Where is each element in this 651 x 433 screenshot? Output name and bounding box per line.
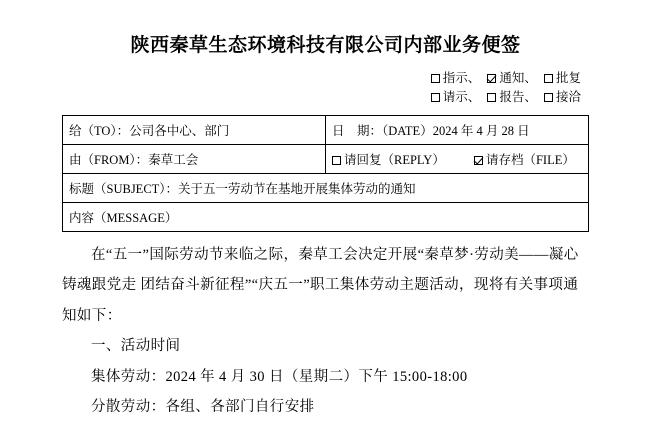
- memo-form-table: [62, 115, 589, 232]
- category-row-2: [62, 88, 581, 107]
- table-row-to-date: [63, 115, 589, 144]
- checkbox-file[interactable]: [474, 150, 575, 168]
- checkbox-box-icon: [332, 156, 341, 165]
- message-body: [62, 240, 589, 423]
- page-title: 陕西秦草生态环境科技有限公司内部业务便签: [130, 35, 521, 56]
- checkbox-box-checked-icon: [474, 156, 483, 165]
- to-cell: [63, 115, 326, 144]
- checkbox-zhishi[interactable]: [431, 69, 481, 88]
- date-label: 日 期：（DATE）: [332, 123, 433, 138]
- table-row-from-reply: [63, 144, 589, 173]
- date-value: 2024 年 4 月 28 日: [432, 123, 530, 138]
- checkbox-qingshi[interactable]: [431, 88, 481, 107]
- checkbox-tongzhi[interactable]: [487, 69, 537, 88]
- document-page: [0, 30, 651, 433]
- body-paragraph-1: 在“五一”国际劳动节来临之际，秦草工会决定开展“秦草梦·劳动美——凝心铸魂跟党走 团结奋斗新征程”“庆五一”职工集体劳动主题活动，现将有关事项通知如下：: [62, 246, 579, 324]
- table-row-message-label: [63, 202, 589, 231]
- file-label: 请存档（FILE）: [485, 152, 575, 167]
- message-label-cell: 内容（MESSAGE）: [63, 202, 589, 231]
- checkbox-label: 接洽: [555, 90, 581, 105]
- checkbox-label: 报告、: [499, 90, 537, 105]
- table-row-subject: [63, 173, 589, 202]
- checkbox-reply[interactable]: [332, 150, 445, 168]
- subject-label: 标题（SUBJECT）：: [69, 181, 179, 196]
- subject-cell: [63, 173, 589, 202]
- checkbox-box-icon: [431, 74, 440, 83]
- checkbox-label: 通知、: [499, 71, 537, 85]
- from-value: 秦草工会: [148, 152, 199, 167]
- date-cell: [326, 115, 589, 144]
- to-value: 公司各中心、部门: [129, 123, 230, 138]
- checkbox-label: 指示、: [442, 71, 481, 85]
- reply-file-cell: [326, 144, 589, 173]
- category-row-1: [62, 69, 581, 88]
- body-paragraph-2: 一、活动时间: [91, 338, 181, 355]
- checkbox-box-icon: [544, 93, 553, 102]
- checkbox-box-icon: [431, 93, 440, 102]
- from-label: 由（FROM）：: [69, 152, 149, 167]
- subject-value: 关于五一劳动节在基地开展集体劳动的通知: [178, 181, 416, 196]
- checkbox-label: 请示、: [442, 90, 481, 105]
- checkbox-pifu[interactable]: [544, 69, 581, 88]
- body-paragraph-4: 分散劳动：各组、各部门自行安排: [91, 398, 315, 415]
- checkbox-baogao[interactable]: [487, 88, 537, 107]
- checkbox-box-icon: [544, 74, 553, 83]
- checkbox-jiaqia[interactable]: [544, 88, 581, 107]
- checkbox-box-icon: [487, 93, 496, 102]
- to-label: 给（TO）：: [69, 123, 130, 138]
- checkbox-label: 批复: [555, 71, 581, 85]
- from-cell: [63, 144, 326, 173]
- checkbox-box-checked-icon: [487, 74, 496, 83]
- body-paragraph-3: 集体劳动：2024 年 4 月 30 日（星期二）下午 15:00-18:00: [91, 368, 468, 385]
- category-checkbox-group: [62, 69, 589, 108]
- reply-label: 请回复（REPLY）: [344, 152, 445, 167]
